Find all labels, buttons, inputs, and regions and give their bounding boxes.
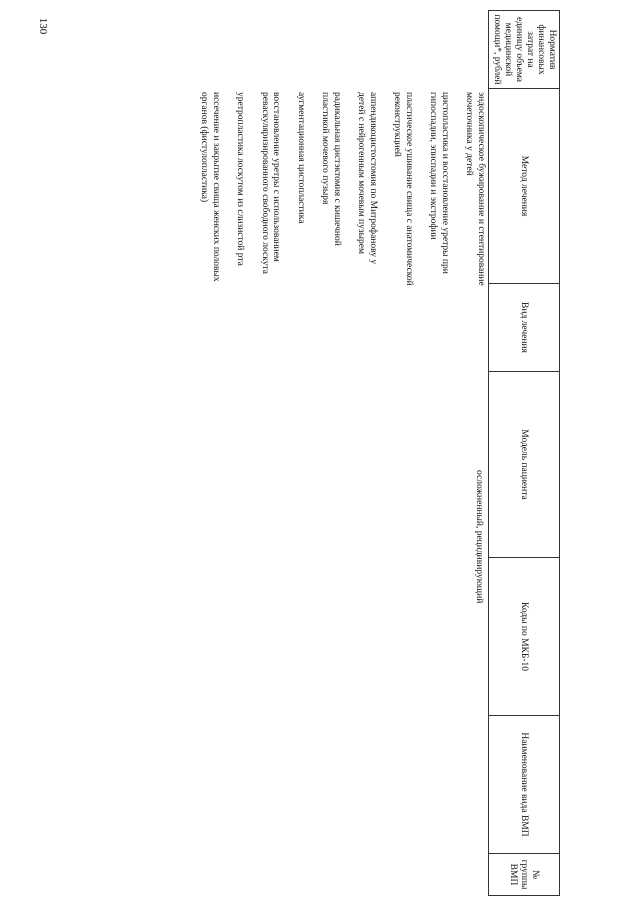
header-vmp-name: Наименование вида ВМП [489, 716, 560, 854]
patient-model-text: осложненный, рецидивирующий [474, 470, 484, 604]
treatment-methods-list [185, 92, 486, 287]
method-item: иссечение и закрытие свища женских половых органов (фистулопластика) [199, 92, 221, 282]
header-treatment-type: Вид лечения [489, 284, 560, 372]
method-item: уретропластика лоскутом из слизистой рта [235, 92, 246, 266]
header-finance-norm: Норматив финансовых затрат на единицу объема медицинской помощи*, рублей [489, 11, 560, 89]
method-item: эндоскопическое бужирование и стентирование мочеточника у детей [464, 92, 486, 286]
method-item: восстановление уретры с использованием реваскуляризированного свободного лоскута [260, 92, 282, 274]
vmp-table-header [488, 10, 560, 896]
method-item: цистопластика и восстановление уретры при гипоспадии, эписпадии и экстрофии [428, 92, 450, 274]
header-patient-model: Модель пациента [489, 372, 560, 558]
table-body [14, 10, 494, 895]
page-number: 130 [37, 17, 49, 35]
method-item: радикальная цистэктомия с кишечной пластикой мочевого пузыря [320, 92, 342, 246]
header-mkb-codes: Коды по МКБ-10 [489, 558, 560, 716]
method-item: пластическое ушивание свища с анатомической реконструкцией [392, 92, 414, 286]
method-item: аугментационная цистопластика [296, 92, 306, 224]
header-treatment-method: Метод лечения [489, 89, 560, 284]
rotated-page-content [0, 10, 560, 895]
method-item: аппендикоцистостомия по Митрофанову у детей с нейрогенным мочевым пузырем [356, 92, 378, 265]
header-group-number: № группы ВМП [489, 854, 560, 896]
